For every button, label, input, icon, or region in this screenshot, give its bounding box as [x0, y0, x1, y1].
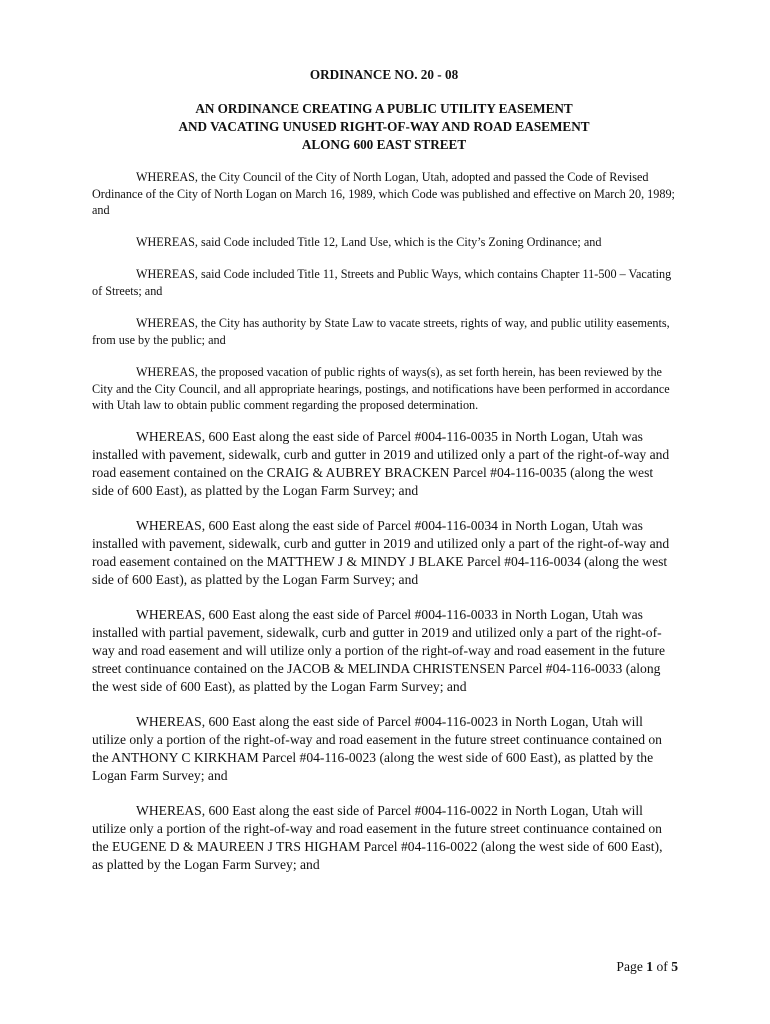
- footer-of-word: of: [656, 959, 668, 974]
- heading-line-3: ALONG 600 EAST STREET: [301, 137, 467, 152]
- footer-page-current: 1: [646, 959, 654, 974]
- footer-page-total: 5: [671, 959, 678, 974]
- ordinance-heading: [92, 100, 676, 154]
- footer-page-word: Page: [616, 959, 643, 974]
- whereas-paragraph-7: WHEREAS, 600 East along the east side of Parcel #004-116-0034 in North Logan, Utah was installed with pavement, sidewalk, curb and gutter in 2019 and utilized only a part of the right-of-way and road easement contained on the MATTHEW J & MINDY J BLAKE Parcel #04-116-0034 (along the west side of 600 East), as platted by the Logan Farm Survey; and: [92, 517, 670, 587]
- whereas-paragraph-8: WHEREAS, 600 East along the east side of Parcel #004-116-0033 in North Logan, Utah was installed with partial pavement, sidewalk, curb and gutter in 2019 and utilized only a part of the right-of-way and road easement and will utilize only a portion of the right-of-way and road easement in the future street continuance contained on the JACOB & MELINDA CHRISTENSEN Parcel #04-116-0033 (along the west side of 600 East), as platted by the Logan Farm Survey; and: [92, 606, 666, 694]
- heading-line-2: AND VACATING UNUSED RIGHT-OF-WAY AND ROAD EASEMENT: [178, 119, 590, 134]
- whereas-paragraph-4: WHEREAS, the City has authority by State Law to vacate streets, rights of way, and public utility easements, from use by the public; and: [92, 316, 670, 347]
- whereas-paragraph-2: WHEREAS, said Code included Title 12, Land Use, which is the City’s Zoning Ordinance; and: [136, 234, 602, 249]
- page-footer: [616, 958, 678, 976]
- whereas-paragraph-1: WHEREAS, the City Council of the City of North Logan, Utah, adopted and passed the Code of Revised Ordinance of the City of North Logan on March 16, 1989, which Code was published and effective on March 20, 1989; and: [92, 170, 675, 217]
- whereas-paragraph-9: WHEREAS, 600 East along the east side of Parcel #004-116-0023 in North Logan, Utah will utilize only a portion of the right-of-way and road easement in the future street continuance contained on the ANTHONY C KIRKHAM Parcel #04-116-0023 (along the west side of 600 East), as platted by the Logan Farm Survey; and: [92, 713, 662, 783]
- ordinance-number: ORDINANCE NO. 20 - 08: [309, 67, 459, 82]
- heading-line-1: AN ORDINANCE CREATING A PUBLIC UTILITY EASEMENT: [195, 101, 573, 116]
- whereas-paragraph-10: WHEREAS, 600 East along the east side of Parcel #004-116-0022 in North Logan, Utah will utilize only a portion of the right-of-way and road easement in the future street continuance contained on the EUGENE D & MAUREEN J TRS HIGHAM Parcel #04-116-0022 (along the west side of 600 East), as platted by the Logan Farm Survey; and: [92, 802, 663, 872]
- whereas-paragraph-5: WHEREAS, the proposed vacation of public rights of ways(s), as set forth herein, has been reviewed by the City and the City Council, and all appropriate hearings, postings, and notifications have been performed in accordance with Utah law to obtain public comment regarding the proposed determination.: [92, 365, 670, 412]
- whereas-paragraph-6: WHEREAS, 600 East along the east side of Parcel #004-116-0035 in North Logan, Utah was installed with pavement, sidewalk, curb and gutter in 2019 and utilized only a part of the right-of-way and road easement contained on the CRAIG & AUBREY BRACKEN Parcel #04-116-0035 (along the west side of 600 East), as platted by the Logan Farm Survey; and: [92, 428, 670, 498]
- document-body: [92, 66, 676, 874]
- whereas-paragraph-3: WHEREAS, said Code included Title 11, Streets and Public Ways, which contains Chapter 11-500 – Vacating of Streets; and: [92, 267, 672, 298]
